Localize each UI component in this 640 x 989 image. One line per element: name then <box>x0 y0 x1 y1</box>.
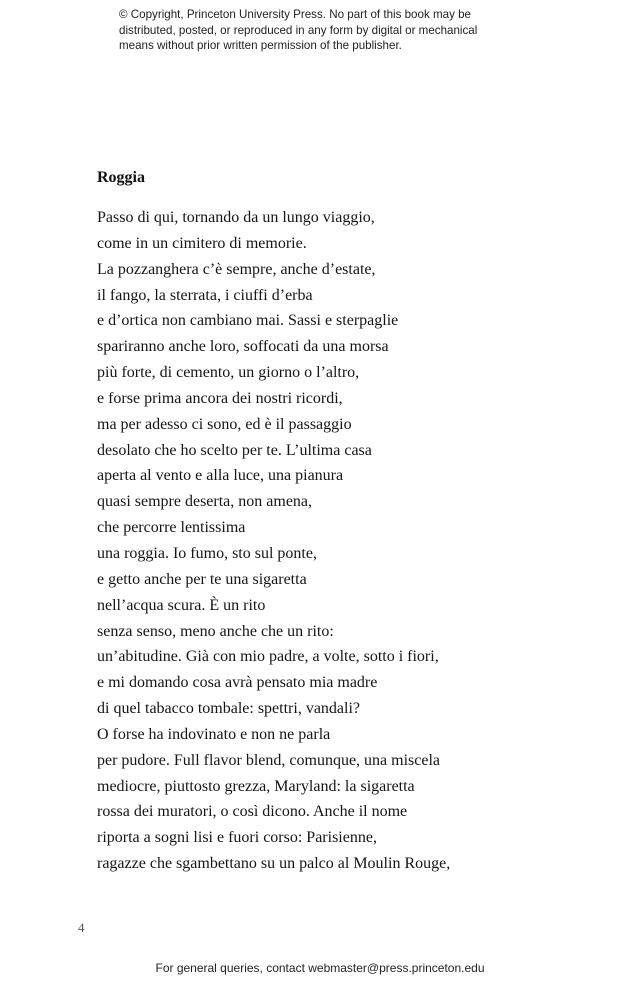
poem-line: riporta a sogni lisi e fuori corso: Parisienne, <box>97 829 377 847</box>
poem-line: per pudore. Full flavor blend, comunque, una miscela <box>97 751 441 769</box>
poem-line: La pozzanghera c’è sempre, anche d’estate, <box>97 260 376 278</box>
poem-line: e d’ortica non cambiano mai. Sassi e sterpaglie <box>97 312 399 330</box>
poem-line: e mi domando cosa avrà pensato mia madre <box>97 674 378 692</box>
poem-line: quasi sempre deserta, non amena, <box>97 493 313 511</box>
copyright-notice <box>119 7 539 54</box>
poem-line: che percorre lentissima <box>97 519 246 537</box>
copyright-line: © Copyright, Princeton University Press. No part of this book may be <box>119 8 471 21</box>
poem-line: e getto anche per te una sigaretta <box>97 570 307 588</box>
poem-line: spariranno anche loro, soffocati da una morsa <box>97 338 389 356</box>
copyright-line: means without prior written permission of the publisher. <box>119 39 402 52</box>
poem-line: senza senso, meno anche che un rito: <box>97 622 334 640</box>
poem-line: ma per adesso ci sono, ed è il passaggio <box>97 415 352 433</box>
poem-line: ragazze che sgambettano su un palco al Moulin Rouge, <box>97 855 451 873</box>
poem-line: rossa dei muratori, o così dicono. Anche il nome <box>97 803 408 821</box>
poem-line: mediocre, piuttosto grezza, Maryland: la sigaretta <box>97 777 415 795</box>
page-number: 4 <box>78 920 85 935</box>
poem-line: O forse ha indovinato e non ne parla <box>97 725 331 743</box>
poem-line: il fango, la sterrata, i ciuffi d’erba <box>97 286 313 304</box>
footer-contact: For general queries, contact webmaster@press.princeton.edu <box>155 961 485 975</box>
poem-line: più forte, di cemento, un giorno o l’altro, <box>97 364 360 382</box>
poem-line: Passo di qui, tornando da un lungo viaggio, <box>97 209 375 226</box>
poem-line: aperta al vento e alla luce, una pianura <box>97 467 344 485</box>
poem-line: una roggia. Io fumo, sto sul ponte, <box>97 544 317 562</box>
copyright-line: distributed, posted, or reproduced in any form by digital or mechanical <box>119 23 478 37</box>
poem-title: Roggia <box>97 169 145 186</box>
poem-line: di quel tabacco tombale: spettri, vandali? <box>97 700 361 718</box>
poem-line: come in un cimitero di memorie. <box>97 234 307 252</box>
poem-line: nell’acqua scura. È un rito <box>97 596 266 614</box>
poem-line: desolato che ho scelto per te. L’ultima casa <box>97 441 372 459</box>
poem-body <box>97 205 450 877</box>
poem-line: e forse prima ancora dei nostri ricordi, <box>97 389 343 407</box>
poem-line: un’abitudine. Già con mio padre, a volte, sotto i fiori, <box>97 648 439 666</box>
